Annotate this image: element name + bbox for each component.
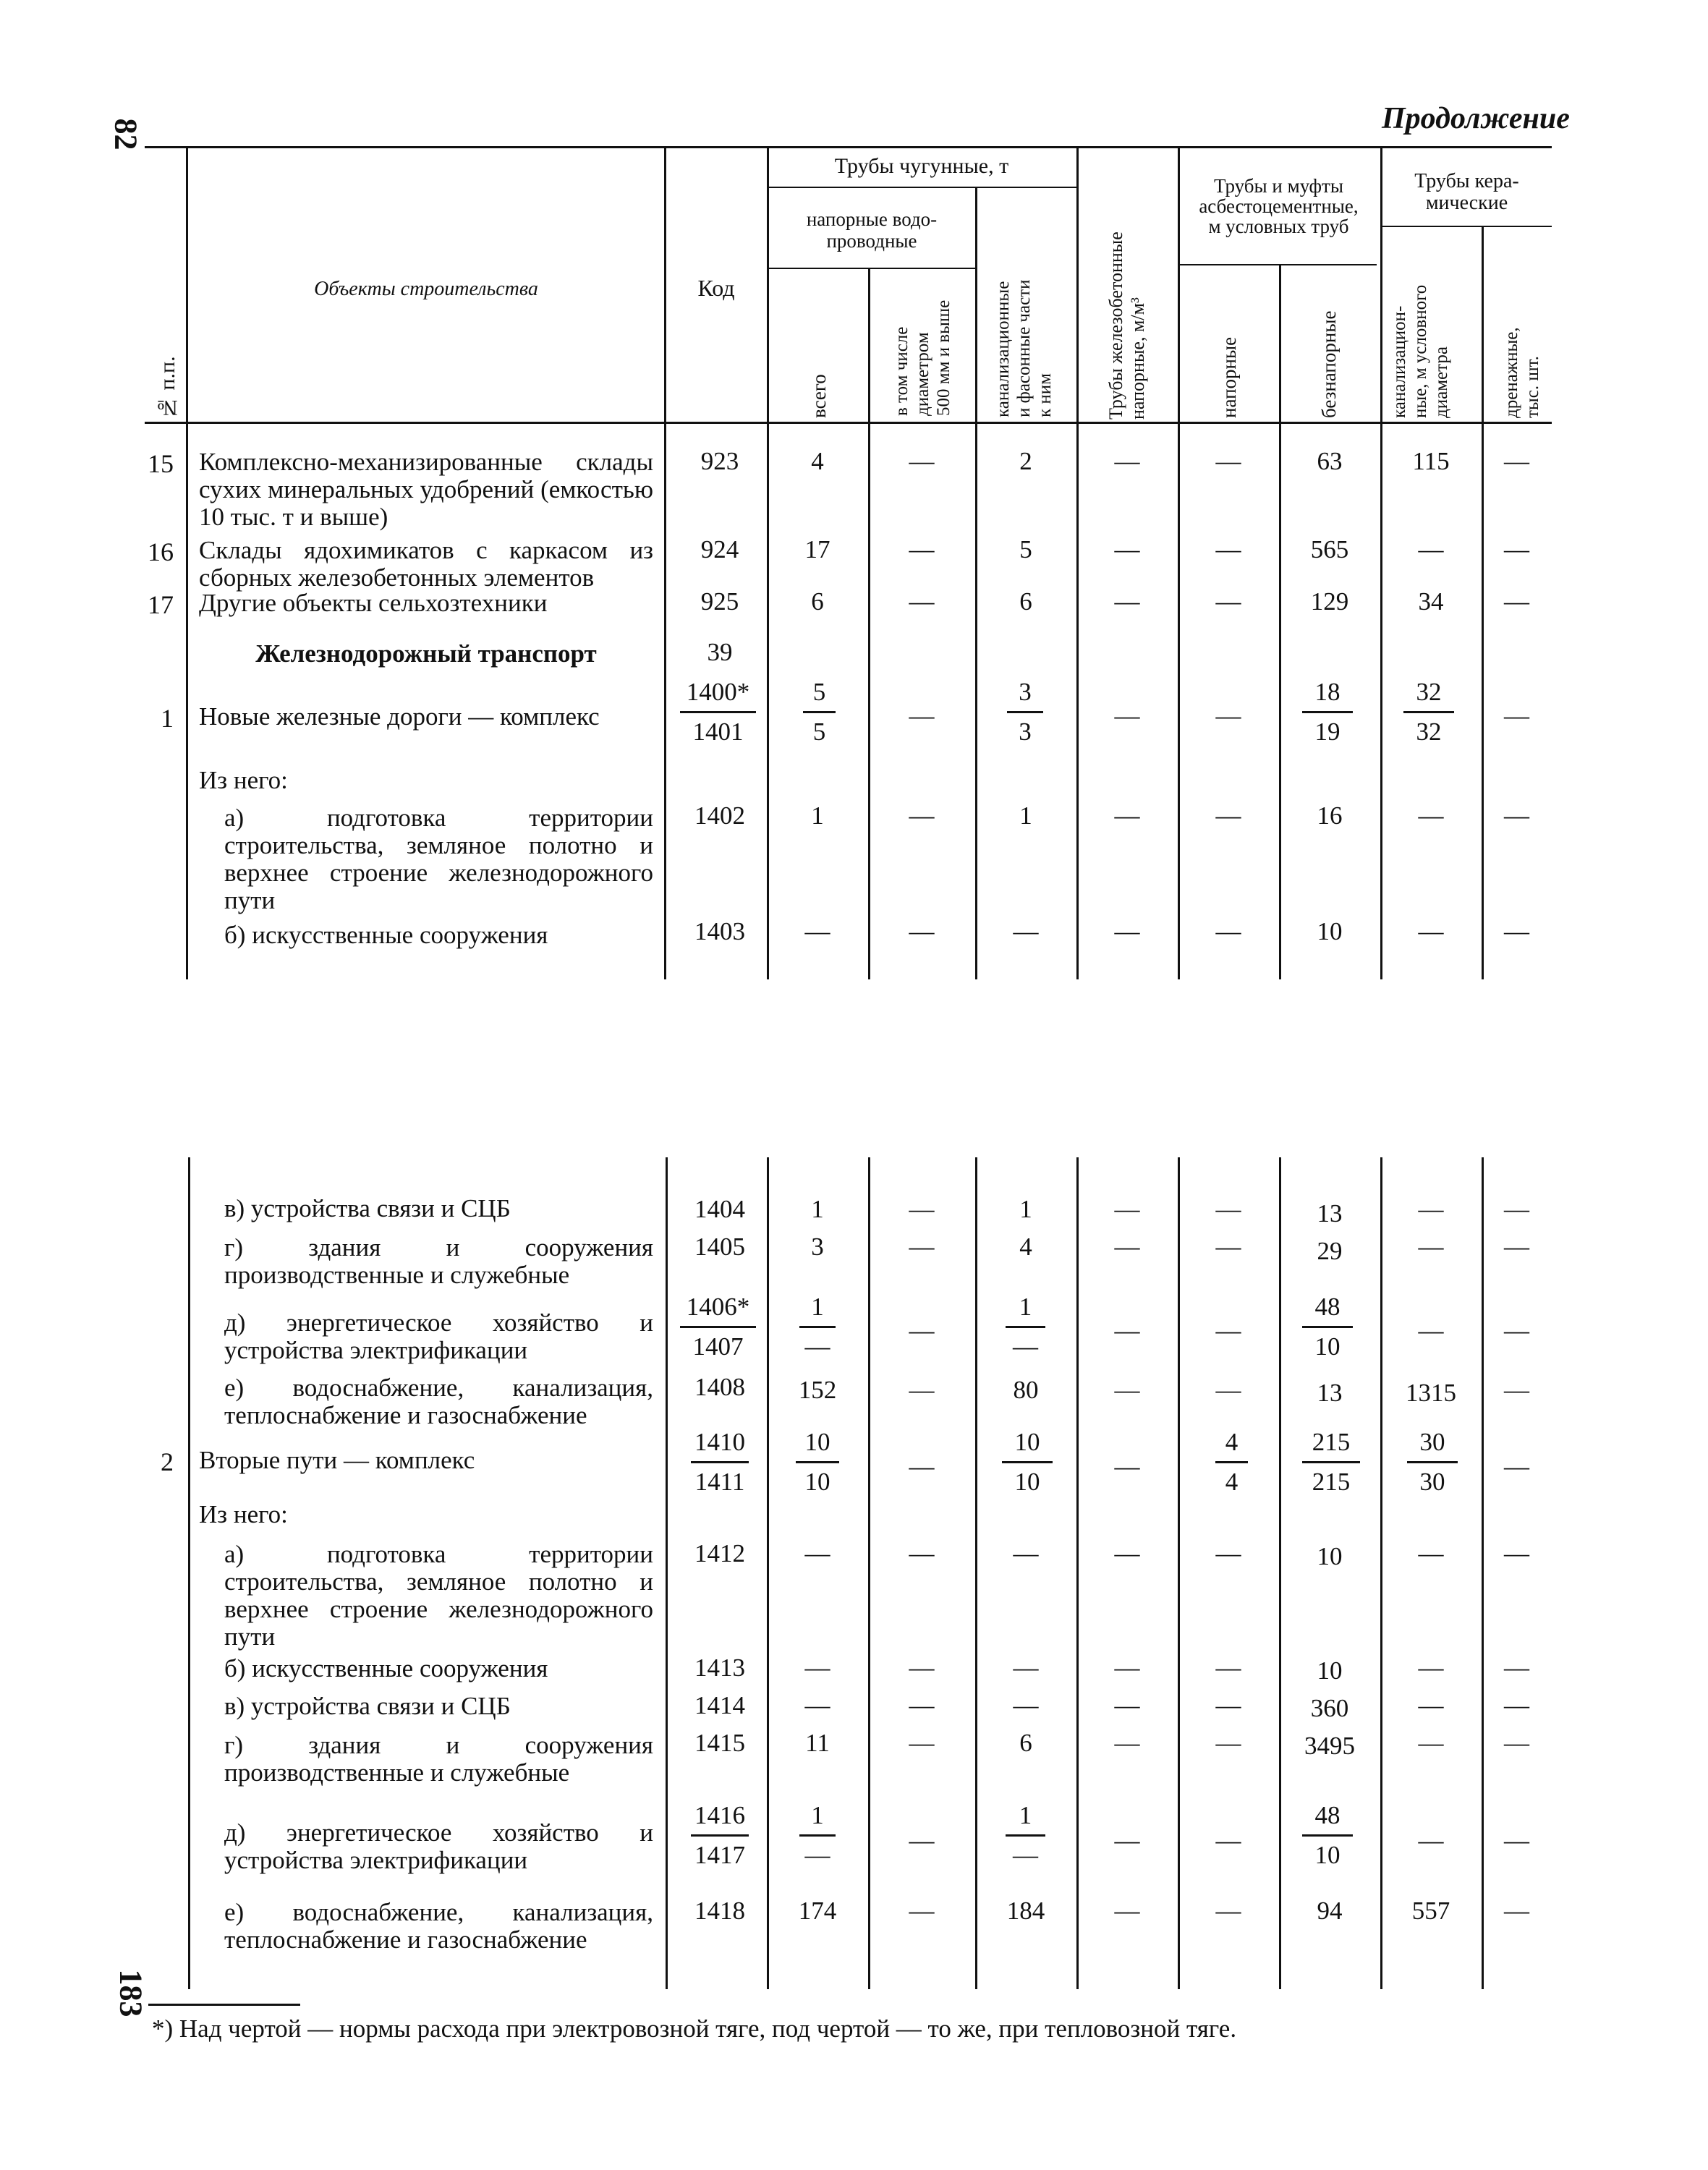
row-1-asbnp-bottom: 19 bbox=[1302, 711, 1353, 748]
row-16-no: 16 bbox=[148, 537, 174, 566]
row-1e-code: 1408 bbox=[694, 1373, 745, 1401]
row-1d-total-fraction bbox=[799, 1291, 836, 1363]
row-2e-code: 1418 bbox=[694, 1897, 745, 1925]
row-2e-asbnp: 94 bbox=[1317, 1897, 1343, 1925]
row-2a-cerd: — bbox=[1504, 1539, 1529, 1567]
row-1-no: 1 bbox=[161, 704, 174, 733]
row-2-sewer-fraction bbox=[1002, 1426, 1053, 1498]
row-15-total: 4 bbox=[811, 447, 824, 475]
row-2d-asbp: — bbox=[1215, 1826, 1241, 1855]
row-15-name: Комплексно-механизированные склады сухих минеральных удобрений (емкостью 10 тыс. т и выше) bbox=[199, 448, 653, 531]
header-sewer-fittings: канализационные и фасонные части к ним bbox=[993, 279, 1055, 417]
row-2d-sewer-fraction bbox=[1006, 1800, 1045, 1871]
row-1g-asbnp: 29 bbox=[1317, 1237, 1343, 1265]
row-15-d500: — bbox=[909, 447, 935, 475]
row-1d-total-bottom: — bbox=[799, 1326, 836, 1363]
row-1a-cers: — bbox=[1418, 801, 1444, 830]
pressure-rule bbox=[767, 268, 977, 269]
row-1-code-top: 1400* bbox=[686, 678, 750, 706]
row-2b-sewer: — bbox=[1013, 1654, 1039, 1682]
row-1v-cers: — bbox=[1418, 1195, 1444, 1223]
row-2-rc: — bbox=[1114, 1452, 1140, 1481]
row-1g-sewer: 4 bbox=[1019, 1233, 1032, 1261]
cast-iron-rule bbox=[767, 187, 1076, 188]
row-1v-sewer: 1 bbox=[1019, 1195, 1032, 1223]
row-2-cers-top: 30 bbox=[1419, 1428, 1445, 1456]
row-2a-sewer: — bbox=[1013, 1539, 1039, 1567]
header-objects: Объекты строительства bbox=[314, 278, 538, 300]
row-2v-d500: — bbox=[909, 1691, 935, 1719]
row-1-total-bottom: 5 bbox=[803, 711, 836, 748]
row-1-sewer-bottom: 3 bbox=[1007, 711, 1043, 748]
row-1e-name: е) водоснабжение, канализация, теплоснабжение и газоснабжение bbox=[224, 1374, 653, 1429]
row-2d-asbnp-fraction bbox=[1302, 1800, 1353, 1871]
row-17-cers: 34 bbox=[1418, 587, 1444, 616]
row-1d-code-bottom: 1407 bbox=[680, 1326, 756, 1363]
b-col-divider-sewer bbox=[1076, 1157, 1079, 1989]
row-2d-total-bottom: — bbox=[799, 1834, 836, 1871]
row-1b-d500: — bbox=[909, 917, 935, 945]
row-2b-code: 1413 bbox=[694, 1654, 745, 1682]
row-1e-sewer: 80 bbox=[1013, 1376, 1039, 1404]
footnote: *) Над чертой — нормы расхода при электровозной тяге, под чертой — то же, при тепловозной тяге. bbox=[152, 2014, 1237, 2043]
row-2d-code-bottom: 1417 bbox=[691, 1834, 749, 1871]
row-2d-name: д) энергетическое хозяйство и устройства электрификации bbox=[224, 1818, 653, 1874]
row-2v-asbnp: 360 bbox=[1310, 1694, 1349, 1722]
row-1g-total: 3 bbox=[811, 1233, 824, 1261]
row-1g-rc: — bbox=[1114, 1233, 1140, 1261]
header-ceramic: Трубы кера- мические bbox=[1414, 170, 1519, 214]
row-1-d500: — bbox=[909, 702, 935, 730]
row-1-sewer-top: 3 bbox=[1019, 678, 1032, 706]
row-17-name: Другие объекты сельхозтехники bbox=[199, 589, 548, 617]
row-1e-asbnp: 13 bbox=[1317, 1379, 1343, 1407]
row-2d-rc: — bbox=[1114, 1826, 1140, 1855]
row-15-cers: 115 bbox=[1412, 447, 1450, 475]
row-1d-asbnp-bottom: 10 bbox=[1302, 1326, 1353, 1363]
row-1v-d500: — bbox=[909, 1195, 935, 1223]
row-1g-cers: — bbox=[1418, 1233, 1444, 1261]
row-2v-name: в) устройства связи и СЦБ bbox=[224, 1692, 511, 1720]
section-code: 39 bbox=[707, 638, 733, 666]
row-2b-asbp: — bbox=[1215, 1654, 1241, 1682]
row-2e-rc: — bbox=[1114, 1897, 1140, 1925]
row-1-total-top: 5 bbox=[812, 678, 826, 706]
row-2g-code: 1415 bbox=[694, 1729, 745, 1757]
header-no: № п.п. bbox=[156, 356, 179, 420]
row-1d-code-top: 1406* bbox=[686, 1293, 750, 1321]
row-2e-d500: — bbox=[909, 1897, 935, 1925]
row-15-cerd: — bbox=[1504, 447, 1529, 475]
row-15-code: 923 bbox=[700, 447, 739, 475]
row-2d-code-fraction bbox=[691, 1800, 749, 1871]
row-2g-d500: — bbox=[909, 1729, 935, 1757]
row-2e-name: е) водоснабжение, канализация, теплоснабжение и газоснабжение bbox=[224, 1898, 653, 1954]
row-1a-asbnp: 16 bbox=[1317, 801, 1343, 830]
continuation-label: Продолжение bbox=[1382, 102, 1570, 135]
row-1g-name: г) здания и сооружения производственные и служебные bbox=[224, 1233, 653, 1289]
row-16-cers: — bbox=[1418, 535, 1444, 563]
row-2a-cers: — bbox=[1418, 1539, 1444, 1567]
row-2-asbnp-bottom: 215 bbox=[1302, 1461, 1360, 1498]
row-1d-total-top: 1 bbox=[811, 1293, 824, 1321]
row-2d-code-top: 1416 bbox=[694, 1801, 745, 1829]
row-1-asbnp-top: 18 bbox=[1314, 678, 1341, 706]
row-1d-d500: — bbox=[909, 1316, 935, 1345]
row-1v-cerd: — bbox=[1504, 1195, 1529, 1223]
row-17-rc: — bbox=[1114, 587, 1140, 616]
col-divider-objects bbox=[664, 148, 666, 979]
asbestos-rule bbox=[1178, 264, 1377, 265]
row-2b-cers: — bbox=[1418, 1654, 1444, 1682]
row-16-d500: — bbox=[909, 535, 935, 563]
row-1b-asbnp: 10 bbox=[1317, 917, 1343, 945]
header-incl-500: в том числе диаметром 500 мм и выше bbox=[892, 299, 953, 416]
row-1g-code: 1405 bbox=[694, 1233, 745, 1261]
row-2-asbp-fraction bbox=[1215, 1426, 1248, 1498]
row-17-total: 6 bbox=[811, 587, 824, 616]
header-code: Код bbox=[697, 275, 735, 301]
row-1v-asbnp: 13 bbox=[1317, 1199, 1343, 1227]
row-17-asbnp: 129 bbox=[1310, 587, 1349, 616]
row-1-cers-fraction bbox=[1403, 676, 1454, 748]
row-1a-sewer: 1 bbox=[1019, 801, 1032, 830]
b-col-divider-d500 bbox=[975, 1157, 977, 1989]
row-1b-cerd: — bbox=[1504, 917, 1529, 945]
row-2e-cerd: — bbox=[1504, 1897, 1529, 1925]
header-asb-pressure: напорные bbox=[1218, 336, 1240, 418]
row-1a-cerd: — bbox=[1504, 801, 1529, 830]
row-1v-asbp: — bbox=[1215, 1195, 1241, 1223]
row-2e-sewer: 184 bbox=[1006, 1897, 1045, 1925]
row-17-asbp: — bbox=[1215, 587, 1241, 616]
row-1-code-bottom: 1401 bbox=[680, 711, 756, 748]
row-2v-cers: — bbox=[1418, 1691, 1444, 1719]
row-2-cers-fraction bbox=[1407, 1426, 1458, 1498]
row-2a-name: а) подготовка территории строительства, земляное полотно и верхнее строение железнодорожного пути bbox=[224, 1540, 653, 1651]
row-2v-total: — bbox=[804, 1691, 830, 1719]
row-2-asbp-bottom: 4 bbox=[1215, 1461, 1248, 1498]
header-asb-nonpressure: безнапорные bbox=[1318, 310, 1340, 418]
row-1e-total: 152 bbox=[798, 1376, 837, 1404]
top-rule bbox=[145, 146, 1552, 148]
row-2-asbnp-top: 215 bbox=[1312, 1428, 1351, 1456]
row-2g-name: г) здания и сооружения производственные и служебные bbox=[224, 1731, 653, 1787]
row-2e-asbp: — bbox=[1215, 1897, 1241, 1925]
row-1g-cerd: — bbox=[1504, 1233, 1529, 1261]
row-1a-total: 1 bbox=[811, 801, 824, 830]
row-2-code-bottom: 1411 bbox=[691, 1461, 749, 1498]
row-1b-rc: — bbox=[1114, 917, 1140, 945]
row-1d-sewer-top: 1 bbox=[1019, 1293, 1032, 1321]
row-1d-asbnp-fraction bbox=[1302, 1291, 1353, 1363]
row-1d-asbp: — bbox=[1215, 1316, 1241, 1345]
row-2-code-fraction bbox=[691, 1426, 749, 1498]
row-1-total-fraction bbox=[803, 676, 836, 748]
row-1a-asbp: — bbox=[1215, 801, 1241, 830]
row-2-total-top: 10 bbox=[804, 1428, 830, 1456]
row-2b-cerd: — bbox=[1504, 1654, 1529, 1682]
b-col-divider-code bbox=[767, 1157, 769, 1989]
row-2b-d500: — bbox=[909, 1654, 935, 1682]
row-2d-total-top: 1 bbox=[811, 1801, 824, 1829]
row-1d-rc: — bbox=[1114, 1316, 1140, 1345]
row-1e-cers: 1315 bbox=[1406, 1379, 1456, 1407]
row-16-total: 17 bbox=[804, 535, 830, 563]
row-2-d500: — bbox=[909, 1452, 935, 1481]
row-1b-name: б) искусственные сооружения bbox=[224, 921, 548, 949]
row-1b-code: 1403 bbox=[694, 917, 745, 945]
page-number-bottom: 183 bbox=[113, 1969, 149, 2017]
b-col-divider-objects bbox=[666, 1157, 668, 1989]
row-15-asbp: — bbox=[1215, 447, 1241, 475]
header-bottom-rule bbox=[145, 422, 1552, 424]
row-17-sewer: 6 bbox=[1019, 587, 1032, 616]
row-2a-asbnp: 10 bbox=[1317, 1542, 1343, 1570]
row-1a-d500: — bbox=[909, 801, 935, 830]
row-15-rc: — bbox=[1114, 447, 1140, 475]
row-1b-total: — bbox=[804, 917, 830, 945]
row-1v-total: 1 bbox=[811, 1195, 824, 1223]
row-2a-rc: — bbox=[1114, 1539, 1140, 1567]
of-which-label-1: Из него: bbox=[199, 766, 288, 794]
row-16-cerd: — bbox=[1504, 535, 1529, 563]
row-17-code: 925 bbox=[700, 587, 739, 616]
row-2-code-top: 1410 bbox=[694, 1428, 745, 1456]
col-divider-asbp bbox=[1279, 265, 1281, 979]
row-2-cerd: — bbox=[1504, 1452, 1529, 1481]
col-divider-total bbox=[868, 269, 870, 979]
row-1e-cerd: — bbox=[1504, 1376, 1529, 1404]
row-2e-total: 174 bbox=[798, 1897, 837, 1925]
row-2-sewer-top: 10 bbox=[1014, 1428, 1040, 1456]
row-1d-sewer-bottom: — bbox=[1006, 1326, 1045, 1363]
row-2v-rc: — bbox=[1114, 1691, 1140, 1719]
row-1b-asbp: — bbox=[1215, 917, 1241, 945]
row-2g-rc: — bbox=[1114, 1729, 1140, 1757]
row-1-cers-bottom: 32 bbox=[1403, 711, 1454, 748]
col-divider-d500 bbox=[975, 188, 977, 979]
row-2v-asbp: — bbox=[1215, 1691, 1241, 1719]
row-2-asbp-top: 4 bbox=[1225, 1428, 1238, 1456]
row-2d-sewer-top: 1 bbox=[1019, 1801, 1032, 1829]
row-1a-name: а) подготовка территории строительства, земляное полотно и верхнее строение железнодорожного пути bbox=[224, 804, 653, 914]
header-reinforced-concrete: Трубы железобетонные напорные, м/м³ bbox=[1105, 231, 1148, 420]
row-1v-code: 1404 bbox=[694, 1195, 745, 1223]
row-16-rc: — bbox=[1114, 535, 1140, 563]
row-1v-rc: — bbox=[1114, 1195, 1140, 1223]
header-pressure: напорные водо- проводные bbox=[806, 208, 938, 252]
row-2d-cerd: — bbox=[1504, 1826, 1529, 1855]
row-1a-rc: — bbox=[1114, 801, 1140, 830]
row-1-asbnp-fraction bbox=[1302, 676, 1353, 748]
row-2v-cerd: — bbox=[1504, 1691, 1529, 1719]
page-number-top: 82 bbox=[108, 118, 144, 150]
row-2g-cerd: — bbox=[1504, 1729, 1529, 1757]
row-1d-code-fraction bbox=[680, 1291, 756, 1363]
row-2-total-fraction bbox=[796, 1426, 839, 1498]
row-15-asbnp: 63 bbox=[1317, 447, 1343, 475]
row-2g-sewer: 6 bbox=[1019, 1729, 1032, 1757]
b-col-divider-asbnp bbox=[1380, 1157, 1382, 1989]
row-2g-total: 11 bbox=[805, 1729, 830, 1757]
row-2d-d500: — bbox=[909, 1826, 935, 1855]
row-17-d500: — bbox=[909, 587, 935, 616]
row-1g-asbp: — bbox=[1215, 1233, 1241, 1261]
row-2v-code: 1414 bbox=[694, 1691, 745, 1719]
row-1-name: Новые железные дороги — комплекс bbox=[199, 702, 600, 731]
b-col-divider-no bbox=[188, 1157, 190, 1989]
row-15-no: 15 bbox=[148, 449, 174, 478]
header-cer-drain: дренажные, тыс. шт. bbox=[1502, 327, 1542, 418]
row-16-asbnp: 565 bbox=[1310, 535, 1349, 563]
row-2v-sewer: — bbox=[1013, 1691, 1039, 1719]
row-1-cers-top: 32 bbox=[1416, 678, 1442, 706]
row-2g-asbp: — bbox=[1215, 1729, 1241, 1757]
row-1d-cerd: — bbox=[1504, 1316, 1529, 1345]
row-16-name: Склады ядохимикатов с каркасом из сборных железобетонных элементов bbox=[199, 536, 653, 592]
ceramic-rule bbox=[1380, 226, 1552, 227]
row-2-name: Вторые пути — комплекс bbox=[199, 1446, 475, 1474]
row-2b-rc: — bbox=[1114, 1654, 1140, 1682]
row-2g-cers: — bbox=[1418, 1729, 1444, 1757]
row-1v-name: в) устройства связи и СЦБ bbox=[224, 1194, 511, 1222]
row-2-asbnp-fraction bbox=[1302, 1426, 1360, 1498]
row-1g-d500: — bbox=[909, 1233, 935, 1261]
row-2d-total-fraction bbox=[799, 1800, 836, 1871]
section-heading-railway: Железнодорожный транспорт bbox=[255, 639, 597, 668]
b-col-divider-total bbox=[868, 1157, 870, 1989]
of-which-label-2: Из него: bbox=[199, 1500, 288, 1528]
row-1-code-fraction bbox=[680, 676, 756, 748]
header-cer-sewer: канализацион- ные, м условного диаметра bbox=[1390, 284, 1451, 418]
b-col-divider-rc bbox=[1178, 1157, 1180, 1989]
row-2d-cers: — bbox=[1418, 1826, 1444, 1855]
row-1-sewer-fraction bbox=[1007, 676, 1043, 748]
header-total: всего bbox=[808, 374, 830, 418]
row-2d-asbnp-bottom: 10 bbox=[1302, 1834, 1353, 1871]
row-2-cers-bottom: 30 bbox=[1407, 1461, 1458, 1498]
row-1d-cers: — bbox=[1418, 1316, 1444, 1345]
row-1b-cers: — bbox=[1418, 917, 1444, 945]
row-1b-sewer: — bbox=[1013, 917, 1039, 945]
row-1e-rc: — bbox=[1114, 1376, 1140, 1404]
row-2a-d500: — bbox=[909, 1539, 935, 1567]
row-16-asbp: — bbox=[1215, 535, 1241, 563]
row-2-sewer-bottom: 10 bbox=[1002, 1461, 1053, 1498]
row-1d-name: д) энергетическое хозяйство и устройства электрификации bbox=[224, 1309, 653, 1364]
row-1d-asbnp-top: 48 bbox=[1314, 1293, 1341, 1321]
row-17-no: 17 bbox=[148, 590, 174, 619]
row-2a-code: 1412 bbox=[694, 1539, 745, 1567]
footnote-rule bbox=[148, 2004, 300, 2006]
b-col-divider-asbp bbox=[1279, 1157, 1281, 1989]
row-2b-total: — bbox=[804, 1654, 830, 1682]
header-asbestos: Трубы и муфты асбестоцементные, м условных труб bbox=[1199, 175, 1359, 237]
row-1e-asbp: — bbox=[1215, 1376, 1241, 1404]
row-2e-cers: 557 bbox=[1411, 1897, 1450, 1925]
row-1d-sewer-fraction bbox=[1006, 1291, 1045, 1363]
row-2d-sewer-bottom: — bbox=[1006, 1834, 1045, 1871]
row-17-cerd: — bbox=[1504, 587, 1529, 616]
row-1-rc: — bbox=[1114, 702, 1140, 730]
row-15-sewer: 2 bbox=[1019, 447, 1032, 475]
b-col-divider-cers bbox=[1482, 1157, 1484, 1989]
row-2d-asbnp-top: 48 bbox=[1314, 1801, 1341, 1829]
row-2-total-bottom: 10 bbox=[796, 1461, 839, 1498]
row-2a-asbp: — bbox=[1215, 1539, 1241, 1567]
row-1-cerd: — bbox=[1504, 702, 1529, 730]
row-1-asbp: — bbox=[1215, 702, 1241, 730]
col-divider-no bbox=[186, 148, 188, 979]
row-1e-d500: — bbox=[909, 1376, 935, 1404]
row-16-sewer: 5 bbox=[1019, 535, 1032, 563]
header-cast-iron: Трубы чугунные, т bbox=[834, 154, 1009, 178]
row-1a-code: 1402 bbox=[694, 801, 745, 830]
row-2g-asbnp: 3495 bbox=[1304, 1732, 1355, 1760]
row-2a-total: — bbox=[804, 1539, 830, 1567]
row-2b-name: б) искусственные сооружения bbox=[224, 1654, 548, 1682]
row-16-code: 924 bbox=[700, 535, 739, 563]
row-2-no: 2 bbox=[161, 1447, 174, 1476]
row-2b-asbnp: 10 bbox=[1317, 1656, 1343, 1685]
